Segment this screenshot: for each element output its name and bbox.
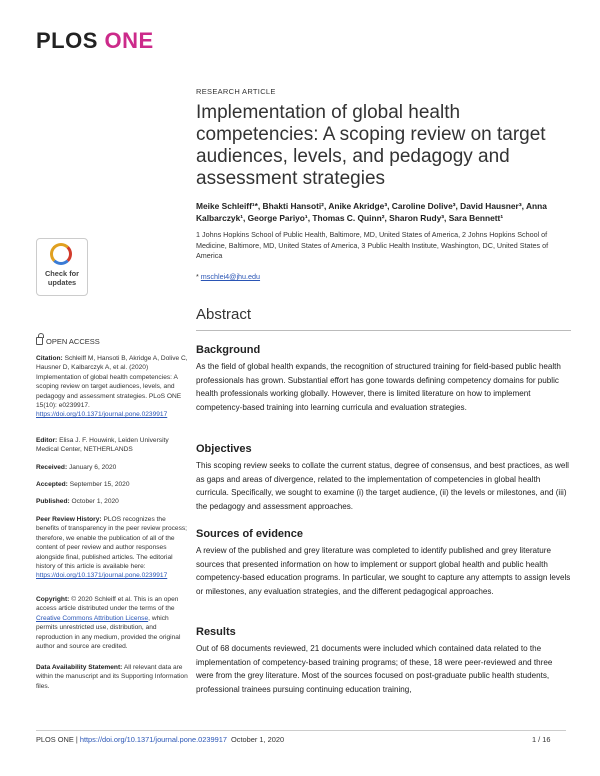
- footer-divider: [36, 730, 566, 731]
- objectives-text: This scoping review seeks to collate the current status, degree of consensus, and best practices, as well as gaps and areas of divergence, related to the implementation of competencies in global health curricula. Specifically, we sought to examine (i) the target audience, (ii) the levels or milestones, and (iii) the pedagogy and assessment approaches.: [196, 461, 569, 511]
- background-heading: Background: [196, 344, 261, 356]
- abstract-divider: [196, 330, 571, 331]
- copyright-block: Copyright: © 2020 Schleiff et al. This is an open access article distributed under the terms of the Creative Commons Attribution License, which permits unrestricted use, distribution, and reproduction in any medium, provided the original author and source are credited.: [36, 596, 181, 651]
- peer-review-link[interactable]: https://doi.org/10.1371/journal.pone.0239917: [36, 572, 168, 580]
- email-link[interactable]: mschlei4@jhu.edu: [200, 272, 261, 281]
- check-for-updates-badge[interactable]: Check for updates: [36, 238, 88, 296]
- open-access-label: OPEN ACCESS: [36, 337, 100, 346]
- article-title: Implementation of global health competencies: A scoping review on target audiences, levels, and pedagogy and assessment strategies: [196, 102, 546, 189]
- sources-text: A review of the published and grey literature was completed to identify published and grey literature sources that presented information on how to implement or support global health and public health competency-based education programs. In particular, we sought to capture any attempts to assign levels or milestones, any evaluation strategies, and the different pedagogical approaches.: [196, 546, 571, 596]
- data-availability-block: Data Availability Statement: All relevant data are within the manuscript and its Supporting Information files.: [36, 664, 188, 690]
- article-type: RESEARCH ARTICLE: [196, 87, 276, 96]
- results-heading: Results: [196, 626, 236, 638]
- objectives-heading: Objectives: [196, 443, 252, 455]
- page-number: 1 / 16: [532, 735, 551, 744]
- published-date: Published: October 1, 2020: [36, 498, 119, 505]
- peer-review-block: Peer Review History: PLOS recognizes the benefits of transparency in the peer review process; therefore, we enable the publication of all of the content of peer review and author responses alongside final, published articles. The editorial history of this article is available here: https://doi.org/10.1371/journal.pone.0239917: [36, 516, 188, 580]
- results-text: Out of 68 documents reviewed, 21 documents were included which contained data related to the implementation of competency-based training programs; of these, 18 were peer-reviewed and three were from the grey literature. Most of the sources focused on post-graduate public health students, professional trainees pursuing continuing education training,: [196, 644, 553, 694]
- footer-doi-link[interactable]: https://doi.org/10.1371/journal.pone.0239917: [79, 735, 227, 744]
- author-list: Meike Schleiff¹*, Bhakti Hansoti², Anike Akridge³, Caroline Dolive³, David Hausner³, Anna Kalbarczyk¹, George Pariyo¹, Thomas C. Quinn², Sharon Rudy³, Sara Bennett¹: [196, 201, 547, 223]
- corresponding-email: * mschlei4@jhu.edu: [196, 272, 261, 281]
- accepted-date: Accepted: September 15, 2020: [36, 481, 130, 488]
- citation-doi-link[interactable]: https://doi.org/10.1371/journal.pone.0239917: [36, 411, 168, 419]
- sources-heading: Sources of evidence: [196, 528, 303, 540]
- page-footer: PLOS ONE | https://doi.org/10.1371/journal.pone.0239917 October 1, 2020: [36, 735, 285, 744]
- affiliations: 1 Johns Hopkins School of Public Health, Baltimore, MD, United States of America, 2 Johns Hopkins School of Medicine, Baltimore, MD, United States of America, 3 Public Health Institute, Washington, DC, United States of America: [196, 230, 549, 260]
- editor-block: Editor: Elisa J. F. Houwink, Leiden University Medical Center, NETHERLANDS: [36, 437, 169, 454]
- received-date: Received: January 6, 2020: [36, 464, 117, 471]
- background-text: As the field of global health expands, the recognition of structured training for field-based public health professionals has grown. Substantial effort has gone towards defining competency domains for public health professionals working globally. However, there is limited literature on how to implement competency-based training into learning curricula and evaluation strategies.: [196, 362, 561, 412]
- journal-logo: PLOS ONE: [36, 28, 154, 53]
- open-lock-icon: [36, 337, 43, 345]
- license-link[interactable]: Creative Commons Attribution License: [36, 614, 149, 622]
- citation-block: Citation: Schleiff M, Hansoti B, Akridge A, Dolive C, Hausner D, Kalbarczyk A, et al. (2020) Implementation of global health competencies: A scoping review on target audiences, levels, and pedagogy and assessment strategies. PLoS ONE 15(10): e0239917. https://doi.org/10.1371/journal.pone.0239917: [36, 355, 188, 419]
- check-updates-icon: [50, 243, 72, 265]
- abstract-heading: Abstract: [196, 306, 252, 323]
